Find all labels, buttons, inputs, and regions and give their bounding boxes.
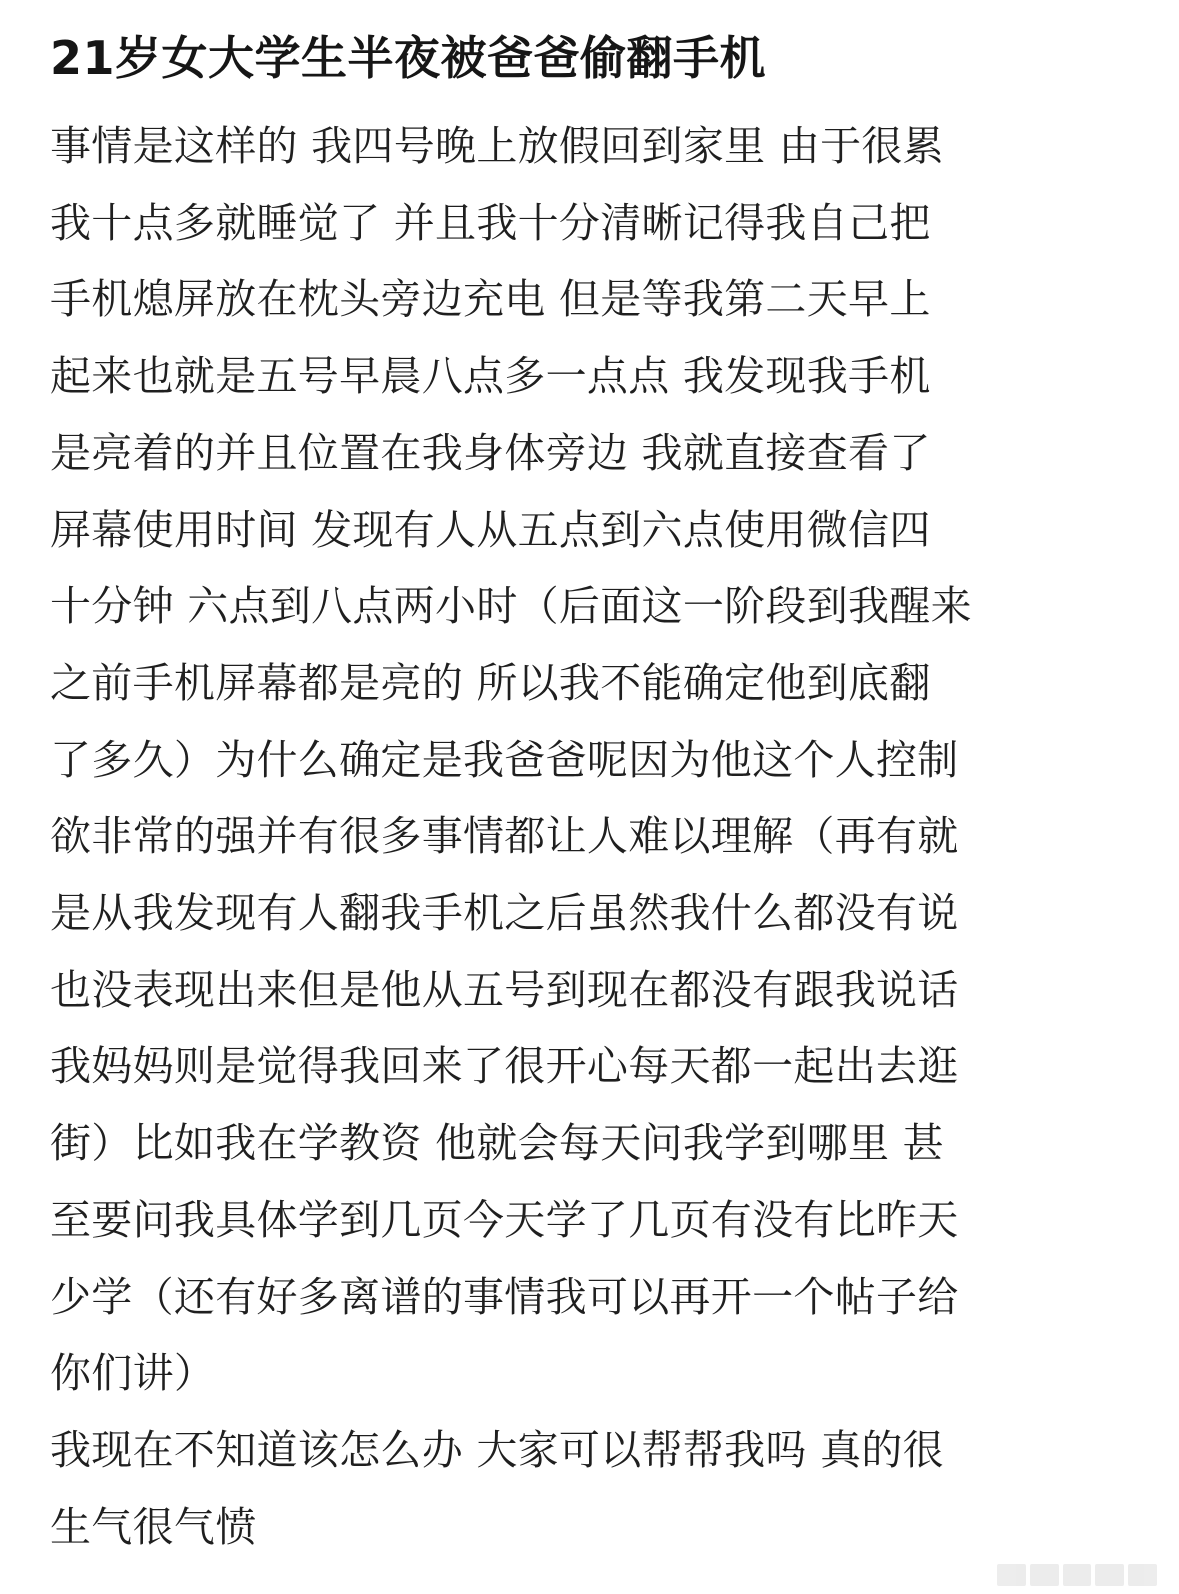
post-line: 你们讲）: [50, 1349, 216, 1398]
post-line: 少学（还有好多离谱的事情我可以再开一个帖子给: [50, 1272, 959, 1321]
post-line: 至要问我具体学到几页今天学了几页有没有比昨天: [50, 1195, 959, 1244]
watermark-mark: [1063, 1564, 1092, 1586]
post-line: 事情是这样的 我四号晚上放假回到家里 由于很累: [50, 122, 944, 170]
post-line: 欲非常的强并有很多事情都让人难以理解（再有就: [50, 812, 959, 861]
watermark-mark: [1030, 1564, 1059, 1586]
watermark-mark: [1128, 1564, 1157, 1586]
post-line: 我现在不知道该怎么办 大家可以帮帮我吗 真的很: [50, 1425, 944, 1474]
post-line: 我妈妈则是觉得我回来了很开心每天都一起出去逛: [50, 1042, 959, 1091]
post-line: 是亮着的并且位置在我身体旁边 我就直接查看了: [50, 428, 931, 477]
post-line: 之前手机屏幕都是亮的 所以我不能确定他到底翻: [50, 658, 931, 707]
post-line: 十分钟 六点到八点两小时（后面这一阶段到我醒来: [50, 582, 972, 631]
post-line: 是从我发现有人翻我手机之后虽然我什么都没有说: [50, 889, 959, 938]
post-line: 起来也就是五号早晨八点多一点点 我发现我手机: [50, 352, 931, 401]
watermark-mark: [1095, 1564, 1124, 1586]
post-title: 21岁女大学生半夜被爸爸偷翻手机: [50, 31, 767, 85]
post-line: 生气很气愤: [50, 1502, 257, 1551]
post-line: 也没表现出来但是他从五号到现在都没有跟我说话: [50, 965, 959, 1014]
post-line: 街）比如我在学教资 他就会每天问我学到哪里 甚: [50, 1119, 944, 1168]
post-line: 屏幕使用时间 发现有人从五点到六点使用微信四: [50, 505, 931, 554]
post-line: 手机熄屏放在枕头旁边充电 但是等我第二天早上: [50, 275, 931, 324]
watermark-mark: [997, 1564, 1026, 1586]
post-line: 了多久）为什么确定是我爸爸呢因为他这个人控制: [50, 735, 959, 784]
post-line: 我十点多就睡觉了 并且我十分清晰记得我自己把: [50, 198, 931, 247]
post-body: [50, 108, 1140, 1565]
post-container: [50, 22, 1140, 1565]
watermark: [997, 1564, 1157, 1586]
